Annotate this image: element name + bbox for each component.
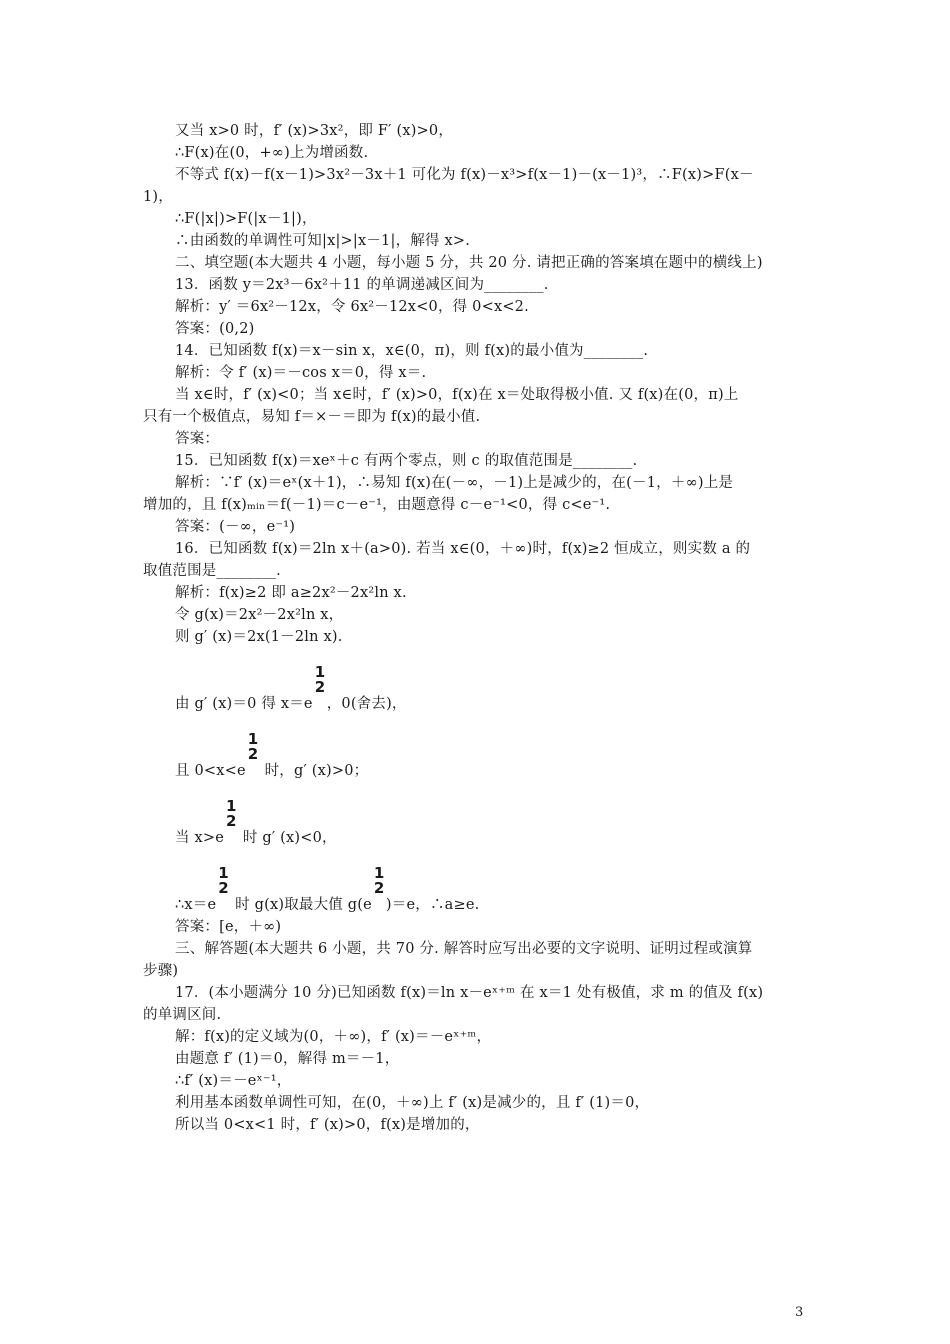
fraction-numerator: 1 <box>373 864 385 882</box>
solution-line: 解析：∵f′ (x)＝eˣ(x＋1)，∴易知 f(x)在(－∞，－1)上是减少的，在(－1，＋∞)上是 <box>175 475 734 491</box>
solution-line: 增加的，且 f(x)ₘᵢₙ＝f(－1)＝c－e⁻¹，由题意得 c－e⁻¹<0，得 c<e⁻¹. <box>143 497 611 513</box>
text-segment: 时，g′ (x)>0； <box>259 763 369 779</box>
fraction-denominator: 2 <box>373 879 385 897</box>
solution-line: 令 g(x)＝2x²－2x²ln x， <box>175 607 344 623</box>
text-segment: 由 g′ (x)＝0 得 x＝e <box>175 696 313 712</box>
exponent-fraction <box>216 864 230 909</box>
text-line: ∴F(|x|)>F(|x－1|)， <box>175 211 317 227</box>
solution-line: 则 g′ (x)＝2x(1－2ln x). <box>175 629 343 645</box>
text-line: 不等式 f(x)－f(x－1)>3x²－3x＋1 可化为 f(x)－x³>f(x－1)－(x－1)³，∴F(x)>F(x－ <box>175 167 754 183</box>
fraction-numerator: 1 <box>226 797 237 815</box>
answer-line: 答案： <box>175 431 220 447</box>
exponent-fraction <box>313 663 327 708</box>
fraction-numerator: 1 <box>247 730 259 748</box>
page-content <box>143 120 809 1136</box>
solution-line: 解析：y′ ＝6x²－12x，令 6x²－12x<0，得 0<x<2. <box>175 299 529 315</box>
solution-line: 解析：f(x)≥2 即 a≥2x²－2x²ln x. <box>175 585 407 601</box>
exponent-fraction <box>224 797 238 842</box>
answer-line: 答案：(0,2) <box>175 321 255 337</box>
solution-line: 解析：令 f′ (x)＝－cos x＝0，得 x＝. <box>175 365 427 381</box>
text-line: 1)， <box>143 189 173 205</box>
text-segment: 当 x>e <box>175 830 225 846</box>
question-14: 14．已知函数 f(x)＝x－sin x，x∈(0，π)，则 f(x)的最小值为________. <box>175 343 649 359</box>
answer-line: 答案：(－∞，e⁻¹) <box>175 519 296 535</box>
section-heading-solutions: 三、解答题(本大题共 6 小题，共 70 分. 解答时应写出必要的文字说明、证明过程或演算 <box>175 941 753 957</box>
fraction-numerator: 1 <box>314 663 326 681</box>
text-line: ∴由函数的单调性可知|x|>|x－1|，解得 x>. <box>175 233 471 249</box>
solution-line: 当 x∈时，f′ (x)<0；当 x∈时，f′ (x)>0，f(x)在 x＝处取得极小值. 又 f(x)在(0，π)上 <box>175 387 739 403</box>
text-segment: 时 g′ (x)<0， <box>238 830 337 846</box>
section-heading-fill-blank: 二、填空题(本大题共 4 小题，每小题 5 分，共 20 分. 请把正确的答案填在题中的横线上) <box>175 255 763 271</box>
fraction-numerator: 1 <box>218 864 229 882</box>
section-heading-cont: 步骤) <box>143 963 179 979</box>
text-segment: ∴x＝e <box>175 897 217 913</box>
solution-line: ∴f′ (x)＝－eˣ⁻¹， <box>175 1073 292 1089</box>
question-17: 17．(本小题满分 10 分)已知函数 f(x)＝ln x－eˣ⁺ᵐ 在 x＝1 处有极值，求 m 的值及 f(x) <box>175 985 764 1001</box>
text-segment: 时 g(x)取最大值 g(e <box>230 897 372 913</box>
fraction-denominator: 2 <box>218 879 229 897</box>
answer-line: 答案：[e，＋∞) <box>175 919 282 935</box>
solution-line-fraction <box>143 663 809 715</box>
fraction-denominator: 2 <box>247 745 259 763</box>
question-16-cont: 取值范围是________. <box>143 563 281 579</box>
question-15: 15．已知函数 f(x)＝xeˣ＋c 有两个零点，则 c 的取值范围是________. <box>175 453 638 469</box>
solution-line: 只有一个极值点，易知 f＝×－＝即为 f(x)的最小值. <box>143 409 481 425</box>
page-number: 3 <box>795 1305 804 1320</box>
question-13: 13．函数 y＝2x³－6x²＋11 的单调递减区间为________. <box>175 277 549 293</box>
text-segment: )＝e，∴a≥e. <box>385 897 480 913</box>
fraction-denominator: 2 <box>226 812 237 830</box>
question-17-cont: 的单调区间. <box>143 1007 222 1023</box>
solution-line-fraction <box>143 730 809 782</box>
exponent-fraction <box>372 864 386 909</box>
text-segment: ，0(舍去)， <box>326 696 407 712</box>
solution-line: 利用基本函数单调性可知，在(0，＋∞)上 f′ (x)是减少的，且 f′ (1)＝0， <box>175 1095 650 1111</box>
exponent-fraction <box>246 730 260 775</box>
text-segment: 且 0<x<e <box>175 763 246 779</box>
fraction-denominator: 2 <box>314 678 326 696</box>
solution-line: 由题意 f′ (1)＝0，解得 m＝－1， <box>175 1051 400 1067</box>
text-line: 又当 x>0 时，f′ (x)>3x²，即 F′ (x)>0， <box>175 123 454 139</box>
solution-line-fraction <box>143 797 809 849</box>
question-16: 16．已知函数 f(x)＝2ln x＋(a>0). 若当 x∈(0，＋∞)时，f(x)≥2 恒成立，则实数 a 的 <box>175 541 751 557</box>
solution-line: 解：f(x)的定义域为(0，＋∞)，f′ (x)＝－eˣ⁺ᵐ， <box>175 1029 492 1045</box>
solution-line-fraction <box>143 864 809 916</box>
solution-line: 所以当 0<x<1 时，f′ (x)>0，f(x)是增加的， <box>175 1117 480 1133</box>
text-line: ∴F(x)在(0，+∞)上为增函数. <box>175 145 369 161</box>
